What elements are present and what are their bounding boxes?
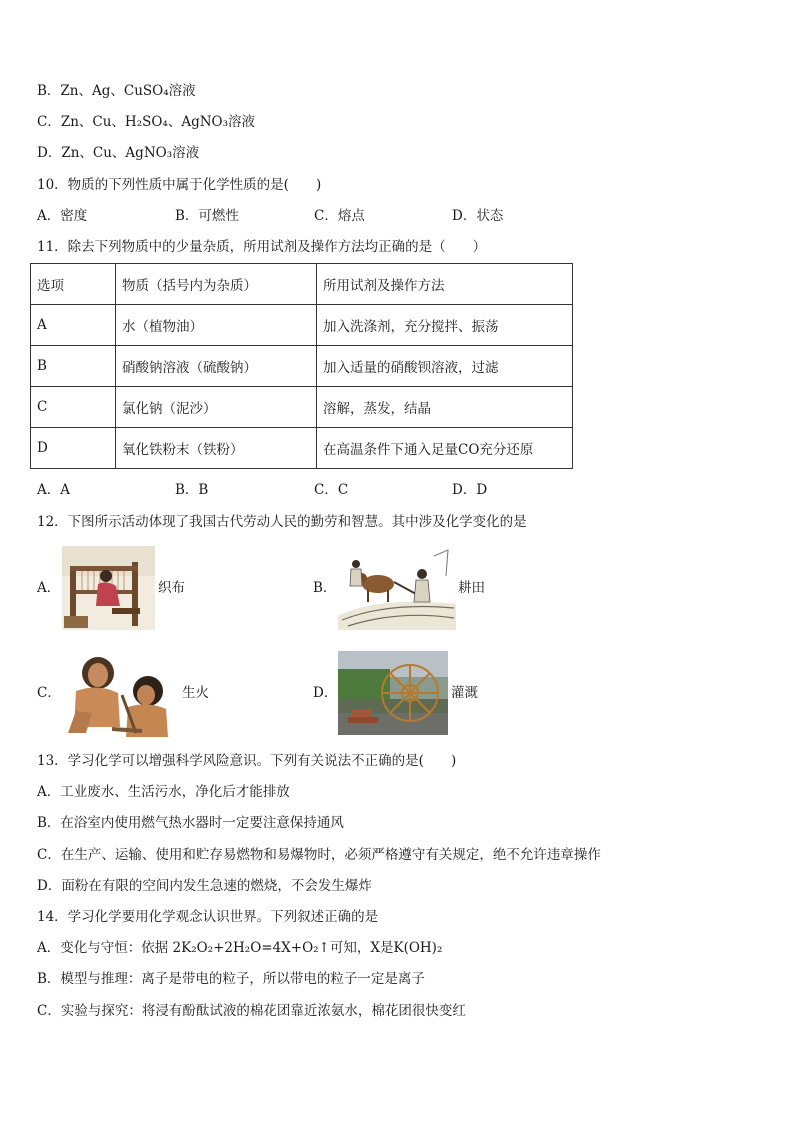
table-header-cell: 物质（括号内为杂质） [116, 264, 317, 305]
table-cell: 在高温条件下通入足量CO充分还原 [317, 428, 573, 469]
table-cell: C [31, 387, 116, 428]
q12-option-d-letter: D． [313, 685, 338, 701]
q9-option-d: D．Zn、Cu、AgNO₃溶液 [37, 145, 200, 161]
table-cell: 加入适量的硝酸钡溶液，过滤 [317, 346, 573, 387]
q11-options [37, 480, 597, 500]
table-cell: 加入洗涤剂，充分搅拌、振荡 [317, 305, 573, 346]
q9-option-b: B．Zn、Ag、CuSO₄溶液 [37, 83, 196, 99]
q12-option-b-caption: 耕田 [458, 580, 485, 596]
q13-option-c: C．在生产、运输、使用和贮存易燃物和易爆物时，必须严格遵守有关规定，绝不允许违章操作 [37, 847, 601, 863]
q10-options [37, 206, 597, 226]
q11-option-c: C．C [314, 482, 349, 498]
q12-option-d [313, 651, 513, 735]
q12-option-c [37, 651, 237, 735]
q12-option-a [37, 546, 237, 630]
weaving-image [62, 546, 155, 630]
table-row [31, 305, 573, 346]
q10-option-d: D．状态 [452, 208, 504, 224]
q14-option-b: B．模型与推理：离子是带电的粒子，所以带电的粒子一定是离子 [37, 971, 425, 987]
q11-option-a: A．A [37, 482, 70, 498]
table-header-row [31, 264, 573, 305]
q13-option-d: D．面粉在有限的空间内发生急速的燃烧，不会发生爆炸 [37, 878, 372, 894]
q10-option-a: A．密度 [37, 208, 88, 224]
q10-stem: 10．物质的下列性质中属于化学性质的是( ) [37, 177, 322, 193]
fire-making-image [62, 651, 180, 737]
q12-option-b [313, 546, 513, 630]
q11-option-d: D．D [452, 482, 488, 498]
q12-option-c-caption: 生火 [182, 685, 209, 701]
table-cell: 溶解，蒸发，结晶 [317, 387, 573, 428]
table-header-cell: 所用试剂及操作方法 [317, 264, 573, 305]
q9-option-c: C．Zn、Cu、H₂SO₄、AgNO₃溶液 [37, 114, 256, 130]
plowing-image [338, 546, 456, 630]
table-cell: 氯化钠（泥沙） [116, 387, 317, 428]
table-cell: D [31, 428, 116, 469]
q10-option-b: B．可燃性 [175, 208, 239, 224]
q13-option-b: B．在浴室内使用燃气热水器时一定要注意保持通风 [37, 815, 344, 831]
q14-stem: 14．学习化学要用化学观念认识世界。下列叙述正确的是 [37, 909, 379, 925]
q12-option-b-letter: B． [313, 580, 337, 596]
q11-option-b: B．B [175, 482, 209, 498]
q11-table [30, 263, 573, 469]
table-cell: B [31, 346, 116, 387]
table-header-cell: 选项 [31, 264, 116, 305]
q12-stem: 12．下图所示活动体现了我国古代劳动人民的勤劳和智慧。其中涉及化学变化的是 [37, 514, 527, 530]
q12-option-a-caption: 织布 [158, 580, 185, 596]
waterwheel-image [338, 651, 448, 735]
q12-option-c-letter: C． [37, 685, 61, 701]
q14-option-c: C．实验与探究：将浸有酚酞试液的棉花团靠近浓氨水，棉花团很快变红 [37, 1003, 466, 1019]
q12-option-d-caption: 灌溉 [451, 685, 478, 701]
q14-option-a: A．变化与守恒：依据 2K₂O₂+2H₂O=4X+O₂↑可知，X是K(OH)₂ [37, 940, 443, 956]
table-row [31, 428, 573, 469]
table-cell: A [31, 305, 116, 346]
q11-stem: 11．除去下列物质中的少量杂质，所用试剂及操作方法均正确的是（ ） [37, 239, 487, 255]
q13-stem: 13．学习化学可以增强科学风险意识。下列有关说法不正确的是( ) [37, 753, 457, 769]
table-row [31, 346, 573, 387]
table-row [31, 387, 573, 428]
q13-option-a: A．工业废水、生活污水，净化后才能排放 [37, 784, 290, 800]
table-cell: 硝酸钠溶液（硫酸钠） [116, 346, 317, 387]
q12-option-a-letter: A． [37, 580, 61, 596]
table-cell: 水（植物油） [116, 305, 317, 346]
q10-option-c: C．熔点 [314, 208, 365, 224]
table-cell: 氧化铁粉末（铁粉） [116, 428, 317, 469]
